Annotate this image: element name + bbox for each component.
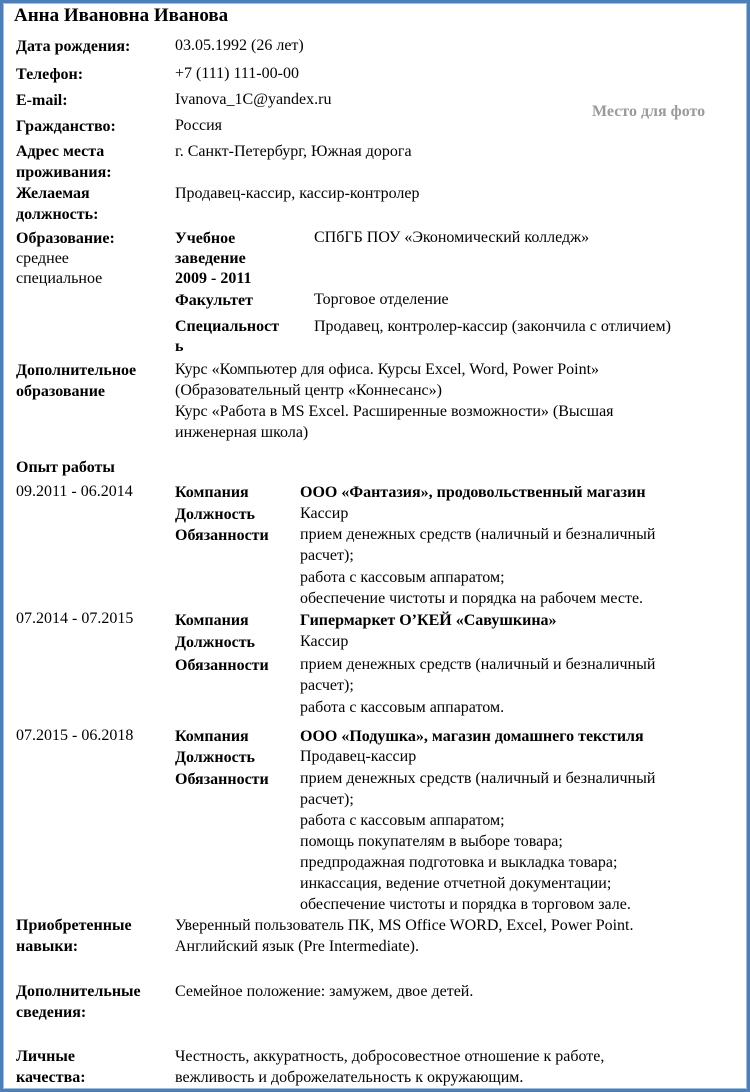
faculty-label: Факультет: [175, 292, 253, 309]
additional-education-line: инженерная школа): [175, 424, 309, 441]
job-duty-line: расчет);: [300, 677, 354, 694]
education-years: 2009 - 2011: [175, 270, 252, 287]
job-position: Кассир: [300, 505, 349, 522]
personal-qualities-label-line2: качества:: [16, 1069, 86, 1086]
specialty-label-line2: ь: [175, 338, 184, 355]
email-label: E-mail:: [16, 92, 68, 109]
birthdate-value: 03.05.1992 (26 лет): [175, 37, 304, 54]
job-position: Продавец-кассир: [300, 748, 417, 765]
job-duty-line: работа с кассовым аппаратом.: [300, 699, 505, 716]
job-period: 07.2014 - 07.2015: [16, 610, 134, 627]
additional-info-label-line1: Дополнительные: [16, 983, 141, 1000]
additional-education-label-line1: Дополнительное: [16, 362, 137, 379]
experience-title: Опыт работы: [16, 459, 115, 476]
job-period: 09.2011 - 06.2014: [16, 483, 133, 500]
job-company: ООО «Фантазия», продовольственный магазин: [300, 484, 646, 501]
job-duty-line: расчет);: [300, 791, 354, 808]
skills-line: Английский язык (Pre Intermediate).: [175, 938, 420, 955]
additional-education-line: (Образовательный центр «Коннесанс»): [175, 382, 442, 399]
job-duty-line: прием денежных средств (наличный и безналичный: [300, 656, 656, 673]
additional-info-value: Семейное положение: замужем, двое детей.: [175, 983, 474, 1000]
additional-education-line: Курс «Работа в MS Excel. Расширенные возможности» (Высшая: [175, 403, 614, 420]
company-label: Компания: [175, 612, 249, 629]
skills-label-line2: навыки:: [16, 938, 79, 955]
specialty-value: Продавец, контролер-кассир (закончила с отличием): [314, 318, 671, 335]
education-label: Образование:: [16, 230, 115, 247]
birthdate-label: Дата рождения:: [16, 38, 131, 55]
personal-qualities-label-line1: Личные: [16, 1048, 75, 1065]
job-duty-line: обеспечение чистоты и порядка в торговом зале.: [300, 896, 631, 913]
position-label: Должность: [175, 634, 256, 651]
job-duty-line: инкассация, ведение отчетной документации;: [300, 875, 612, 892]
job-duty-line: работа с кассовым аппаратом;: [300, 812, 505, 829]
desired-position-value: Продавец-кассир, кассир-контролер: [175, 185, 420, 202]
job-duty-line: помощь покупателям в выборе товара;: [300, 833, 563, 850]
position-label: Должность: [175, 506, 256, 523]
resume-name: Анна Ивановна Иванова: [14, 5, 229, 26]
citizenship-label: Гражданство:: [16, 118, 116, 135]
job-duty-line: работа с кассовым аппаратом;: [300, 569, 505, 586]
additional-info-label-line2: сведения:: [16, 1004, 87, 1021]
job-position: Кассир: [300, 633, 349, 650]
duties-label: Обязанности: [175, 527, 269, 544]
address-label-line1: Адрес места: [16, 143, 105, 160]
institution-label-line2: заведение: [175, 250, 246, 267]
job-duty-line: прием денежных средств (наличный и безналичный: [300, 770, 656, 787]
citizenship-value: Россия: [175, 117, 223, 134]
address-value: г. Санкт-Петербург, Южная дорога: [175, 143, 412, 160]
duties-label: Обязанности: [175, 657, 269, 674]
faculty-value: Торговое отделение: [314, 291, 449, 308]
job-duty-line: предпродажная подготовка и выкладка товара;: [300, 854, 618, 871]
institution-label-line1: Учебное: [175, 230, 236, 247]
duties-label: Обязанности: [175, 771, 269, 788]
education-level-line1: среднее: [16, 250, 69, 267]
job-company: ООО «Подушка», магазин домашнего текстиля: [300, 728, 644, 745]
job-duty-line: прием денежных средств (наличный и безналичный: [300, 526, 656, 543]
specialty-label-line1: Специальност: [175, 318, 280, 335]
institution-value: СПбГБ ПОУ «Экономический колледж»: [314, 229, 590, 246]
job-period: 07.2015 - 06.2018: [16, 727, 134, 744]
personal-qualities-line: Честность, аккуратность, добросовестное отношение к работе,: [175, 1048, 605, 1065]
education-level-line2: специальное: [16, 270, 103, 287]
phone-label: Телефон:: [16, 66, 84, 83]
company-label: Компания: [175, 484, 249, 501]
company-label: Компания: [175, 728, 249, 745]
personal-qualities-line: вежливость и доброжелательность к окружающим.: [175, 1069, 524, 1086]
photo-placeholder: Место для фото: [592, 103, 706, 120]
address-label-line2: проживания:: [16, 164, 112, 181]
desired-position-label-line1: Желаемая: [16, 185, 90, 202]
additional-education-line: Курс «Компьютер для офиса. Курсы Excel, Word, Power Point»: [175, 361, 600, 378]
job-company: Гипермаркет О’КЕЙ «Савушкина»: [300, 612, 557, 629]
skills-line: Уверенный пользователь ПК, MS Office WORD, Excel, Power Point.: [175, 917, 634, 934]
additional-education-label-line2: образование: [16, 383, 106, 400]
job-duty-line: обеспечение чистоты и порядка на рабочем месте.: [300, 590, 644, 607]
job-duty-line: расчет);: [300, 547, 354, 564]
phone-value: +7 (111) 111-00-00: [175, 65, 299, 82]
position-label: Должность: [175, 749, 256, 766]
skills-label-line1: Приобретенные: [16, 917, 132, 934]
desired-position-label-line2: должность:: [16, 206, 99, 223]
email-value: Ivanova_1C@yandex.ru: [175, 91, 332, 108]
